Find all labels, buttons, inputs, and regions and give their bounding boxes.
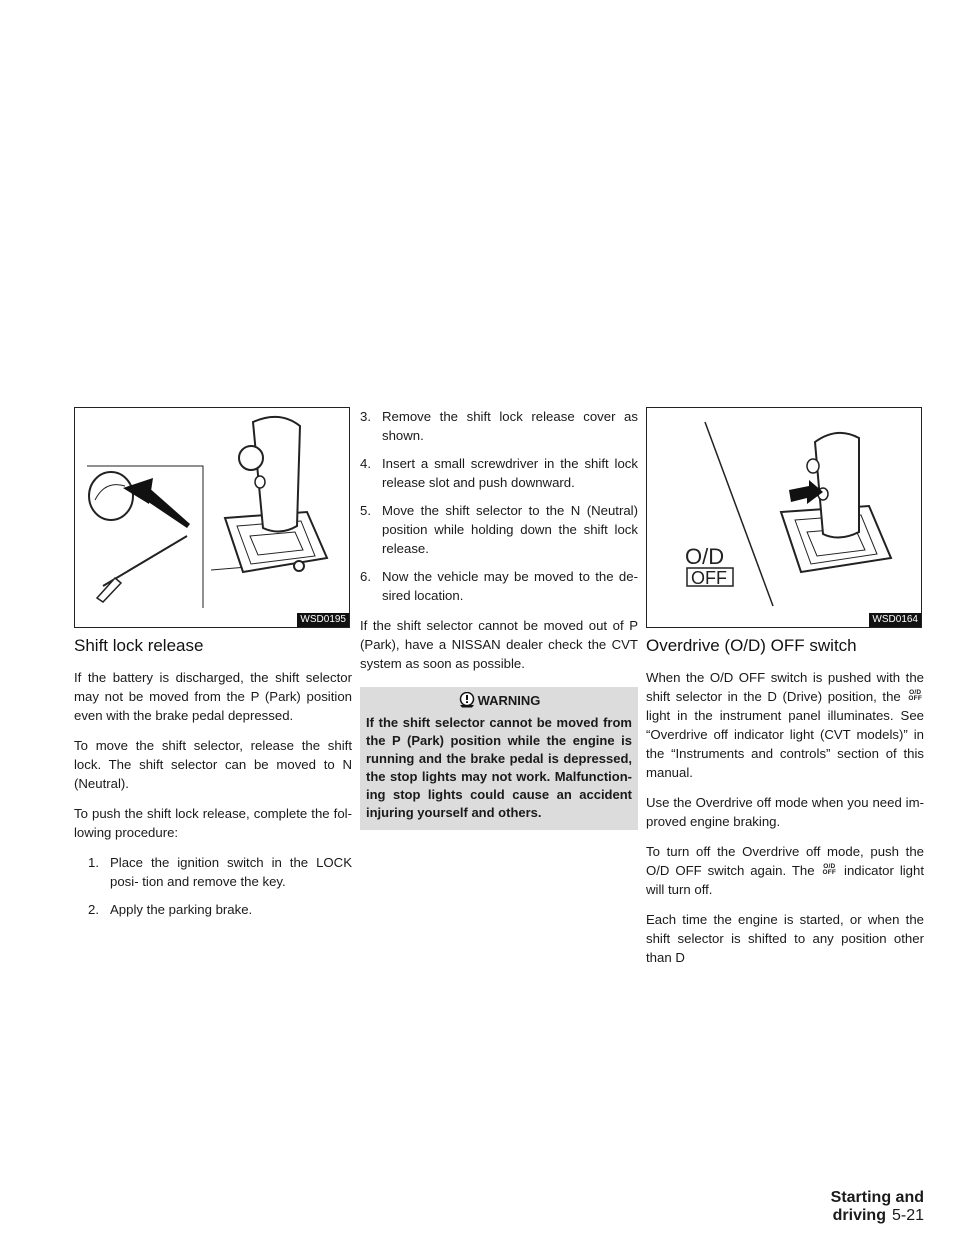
right-column xyxy=(646,407,924,978)
footer-section: Starting and driving xyxy=(830,1189,924,1224)
page-number: 5-21 xyxy=(891,1207,924,1224)
list-item xyxy=(74,853,352,891)
warning-title: WARNING xyxy=(477,693,541,708)
paragraph: Use the Overdrive off mode when you need im- proved engine braking. xyxy=(646,795,924,829)
icon-text: O/D xyxy=(909,688,922,696)
step-number: 1. xyxy=(88,855,99,870)
paragraph xyxy=(646,842,924,899)
step-text: Place the ignition switch in the LOCK posi- tion and remove the key. xyxy=(110,855,352,889)
text-span: indicator light will turn off. xyxy=(646,863,925,897)
step-text: Apply the parking brake. xyxy=(110,902,253,917)
list-item xyxy=(360,567,638,605)
left-column xyxy=(74,407,352,930)
warning-box xyxy=(360,687,638,830)
text-span: When the O/D OFF switch is pushed with the shift selector in the D (Drive) position, the xyxy=(646,670,924,704)
step-number: 6. xyxy=(360,569,371,584)
paragraph: To push the shift lock release, complete the fol- lowing procedure: xyxy=(74,806,352,840)
procedure-list-continued xyxy=(360,407,638,605)
step-text: Insert a small screwdriver in the shift lock release slot and push downward. xyxy=(382,456,638,490)
warning-icon xyxy=(458,692,476,708)
list-item xyxy=(360,407,638,445)
icon-text: OFF xyxy=(822,869,837,876)
section-heading-shift-lock: Shift lock release xyxy=(74,636,204,655)
warning-text: If the shift selector cannot be moved from the P (Park) position while the engine is running and the brake pedal is depressed, the stop lights may not work. Malfunction- ing stop lights could cause an accident injuring yourself and others. xyxy=(366,715,632,820)
od-off-indicator-icon xyxy=(908,690,922,703)
overdrive-figure xyxy=(646,407,922,628)
middle-column xyxy=(360,407,638,830)
paragraph: If the shift selector cannot be moved out of P (Park), have a NISSAN dealer check the CVT system as soon as possible. xyxy=(360,618,638,671)
shift-lock-figure xyxy=(74,407,350,628)
warning-header xyxy=(366,691,632,710)
od-label-bottom: OFF xyxy=(691,568,727,588)
list-item xyxy=(74,900,352,919)
section-heading-overdrive: Overdrive (O/D) OFF switch xyxy=(646,636,857,655)
text-span: light in the instrument panel illuminates. See “Overdrive off indicator light (CVT models)” in the “Instruments and controls” section of this manual. xyxy=(646,708,924,780)
step-number: 5. xyxy=(360,503,371,518)
step-text: Remove the shift lock release cover as shown. xyxy=(382,409,638,443)
page-footer xyxy=(754,1189,924,1225)
step-number: 4. xyxy=(360,456,371,471)
paragraph xyxy=(646,668,924,782)
od-off-indicator-icon xyxy=(823,864,837,877)
shift-lock-illustration xyxy=(75,408,351,629)
list-item xyxy=(360,501,638,558)
figure-code: WSD0164 xyxy=(869,613,921,627)
list-item xyxy=(360,454,638,492)
paragraph: Each time the engine is started, or when the shift selector is shifted to any position other than D xyxy=(646,912,924,965)
overdrive-illustration xyxy=(647,408,923,629)
figure-code: WSD0195 xyxy=(297,613,349,627)
step-text: Move the shift selector to the N (Neutral) position while holding down the shift lock release. xyxy=(382,503,638,556)
procedure-list xyxy=(74,853,352,919)
step-number: 2. xyxy=(88,902,99,917)
paragraph: To move the shift selector, release the shift lock. The shift selector can be moved to N (Neutral). xyxy=(74,738,352,791)
paragraph: If the battery is discharged, the shift selector may not be moved from the P (Park) position even with the brake pedal depressed. xyxy=(74,670,352,723)
od-label-top: O/D xyxy=(685,544,725,569)
step-number: 3. xyxy=(360,409,371,424)
text-span: To turn off the Overdrive off mode, push the O/D OFF switch again. The xyxy=(646,844,924,878)
icon-text: O/D xyxy=(823,862,836,870)
step-text: Now the vehicle may be moved to the de- sired location. xyxy=(382,569,638,603)
icon-text: OFF xyxy=(908,695,923,702)
